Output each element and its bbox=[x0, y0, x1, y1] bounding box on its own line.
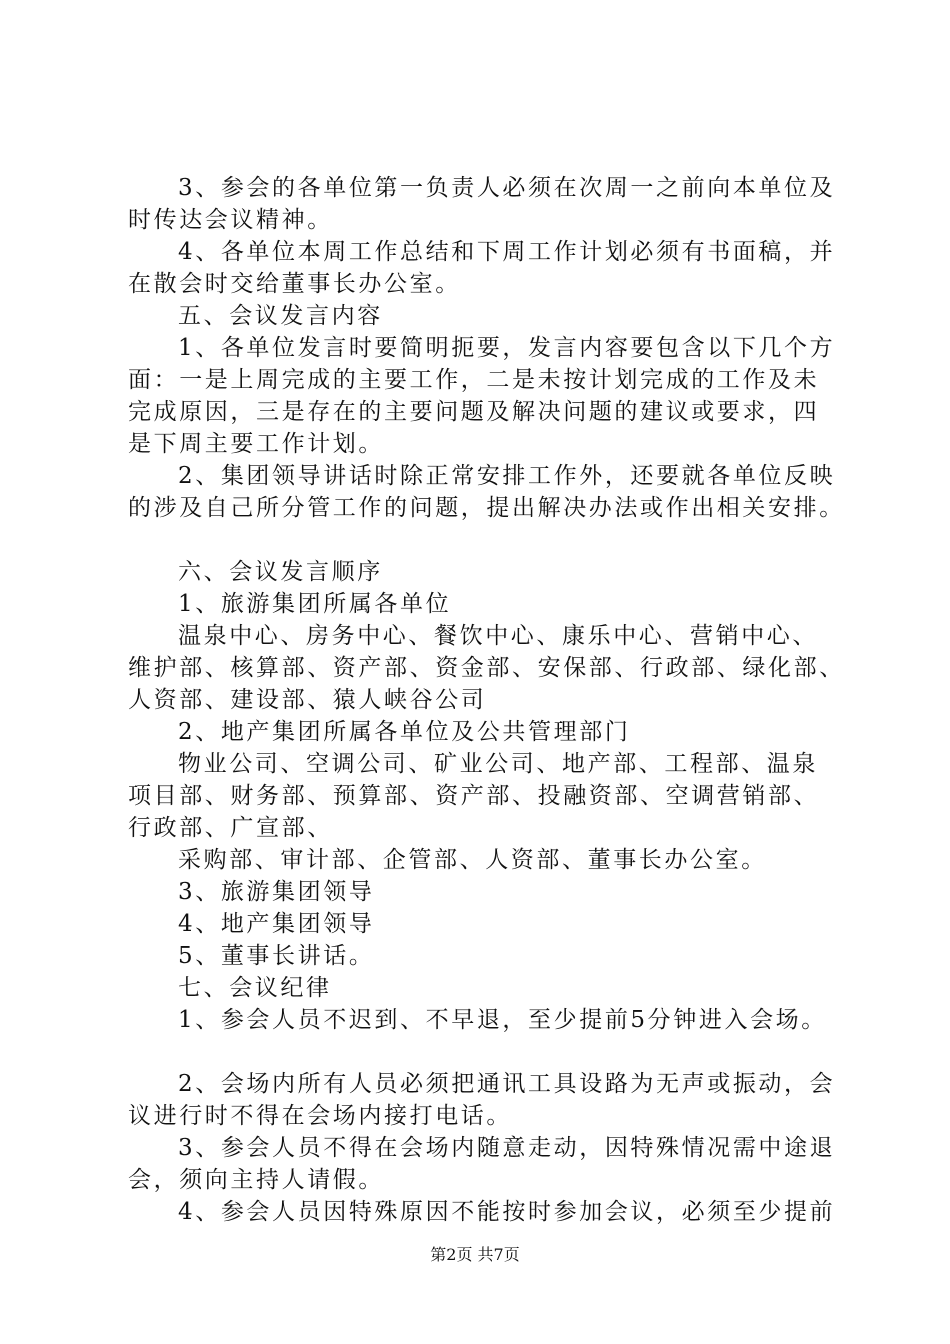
text-line: 面：一是上周完成的主要工作，二是未按计划完成的工作及未 bbox=[128, 367, 820, 393]
text-line: 的涉及自己所分管工作的问题，提出解决办法或作出相关安排。 bbox=[128, 495, 845, 521]
text-line: 五、会议发言内容 bbox=[178, 303, 383, 329]
text-line: 2、集团领导讲话时除正常安排工作外，还要就各单位反映 bbox=[178, 463, 836, 489]
text-line: 1、各单位发言时要简明扼要，发言内容要包含以下几个方 bbox=[178, 335, 836, 361]
text-line: 七、会议纪律 bbox=[178, 975, 332, 1001]
text-line: 2、地产集团所属各单位及公共管理部门 bbox=[178, 719, 631, 745]
text-line: 3、参会的各单位第一负责人必须在次周一之前向本单位及 bbox=[178, 175, 836, 201]
text-line: 3、旅游集团领导 bbox=[178, 879, 375, 905]
text-line: 项目部、财务部、预算部、资产部、投融资部、空调营销部、 bbox=[128, 783, 820, 809]
text-line: 3、参会人员不得在会场内随意走动，因特殊情况需中途退 bbox=[178, 1135, 836, 1161]
text-line: 5、董事长讲话。 bbox=[178, 943, 375, 969]
text-line: 1、参会人员不迟到、不早退，至少提前5分钟进入会场。 bbox=[178, 1007, 827, 1033]
text-line: 会，须向主持人请假。 bbox=[128, 1167, 384, 1193]
document-body bbox=[128, 172, 845, 1228]
text-line: 在散会时交给董事长办公室。 bbox=[128, 271, 461, 297]
text-line: 维护部、核算部、资产部、资金部、安保部、行政部、绿化部、 bbox=[128, 655, 845, 681]
text-line: 4、参会人员因特殊原因不能按时参加会议，必须至少提前 bbox=[178, 1199, 836, 1225]
text-line: 人资部、建设部、猿人峡谷公司 bbox=[128, 687, 487, 713]
text-line: 行政部、广宣部、 bbox=[128, 815, 333, 841]
text-line: 是下周主要工作计划。 bbox=[128, 431, 384, 457]
blank-line bbox=[128, 524, 840, 556]
page-footer: 第2页 共7页 bbox=[430, 1245, 520, 1264]
text-line: 4、地产集团领导 bbox=[178, 911, 375, 937]
text-line: 六、会议发言顺序 bbox=[178, 559, 383, 585]
text-line: 采购部、审计部、企管部、人资部、董事长办公室。 bbox=[178, 847, 767, 873]
text-line: 2、会场内所有人员必须把通讯工具设路为无声或振动，会 bbox=[178, 1071, 836, 1097]
text-line: 温泉中心、房务中心、餐饮中心、康乐中心、营销中心、 bbox=[178, 623, 818, 649]
text-line: 议进行时不得在会场内接打电话。 bbox=[128, 1103, 512, 1129]
text-line: 物业公司、空调公司、矿业公司、地产部、工程部、温泉 bbox=[178, 751, 818, 777]
text-line: 完成原因，三是存在的主要问题及解决问题的建议或要求，四 bbox=[128, 399, 820, 425]
text-line: 时传达会议精神。 bbox=[128, 207, 333, 233]
blank-line bbox=[128, 1036, 840, 1068]
text-line: 4、各单位本周工作总结和下周工作计划必须有书面稿，并 bbox=[178, 239, 836, 265]
text-line: 1、旅游集团所属各单位 bbox=[178, 591, 452, 617]
